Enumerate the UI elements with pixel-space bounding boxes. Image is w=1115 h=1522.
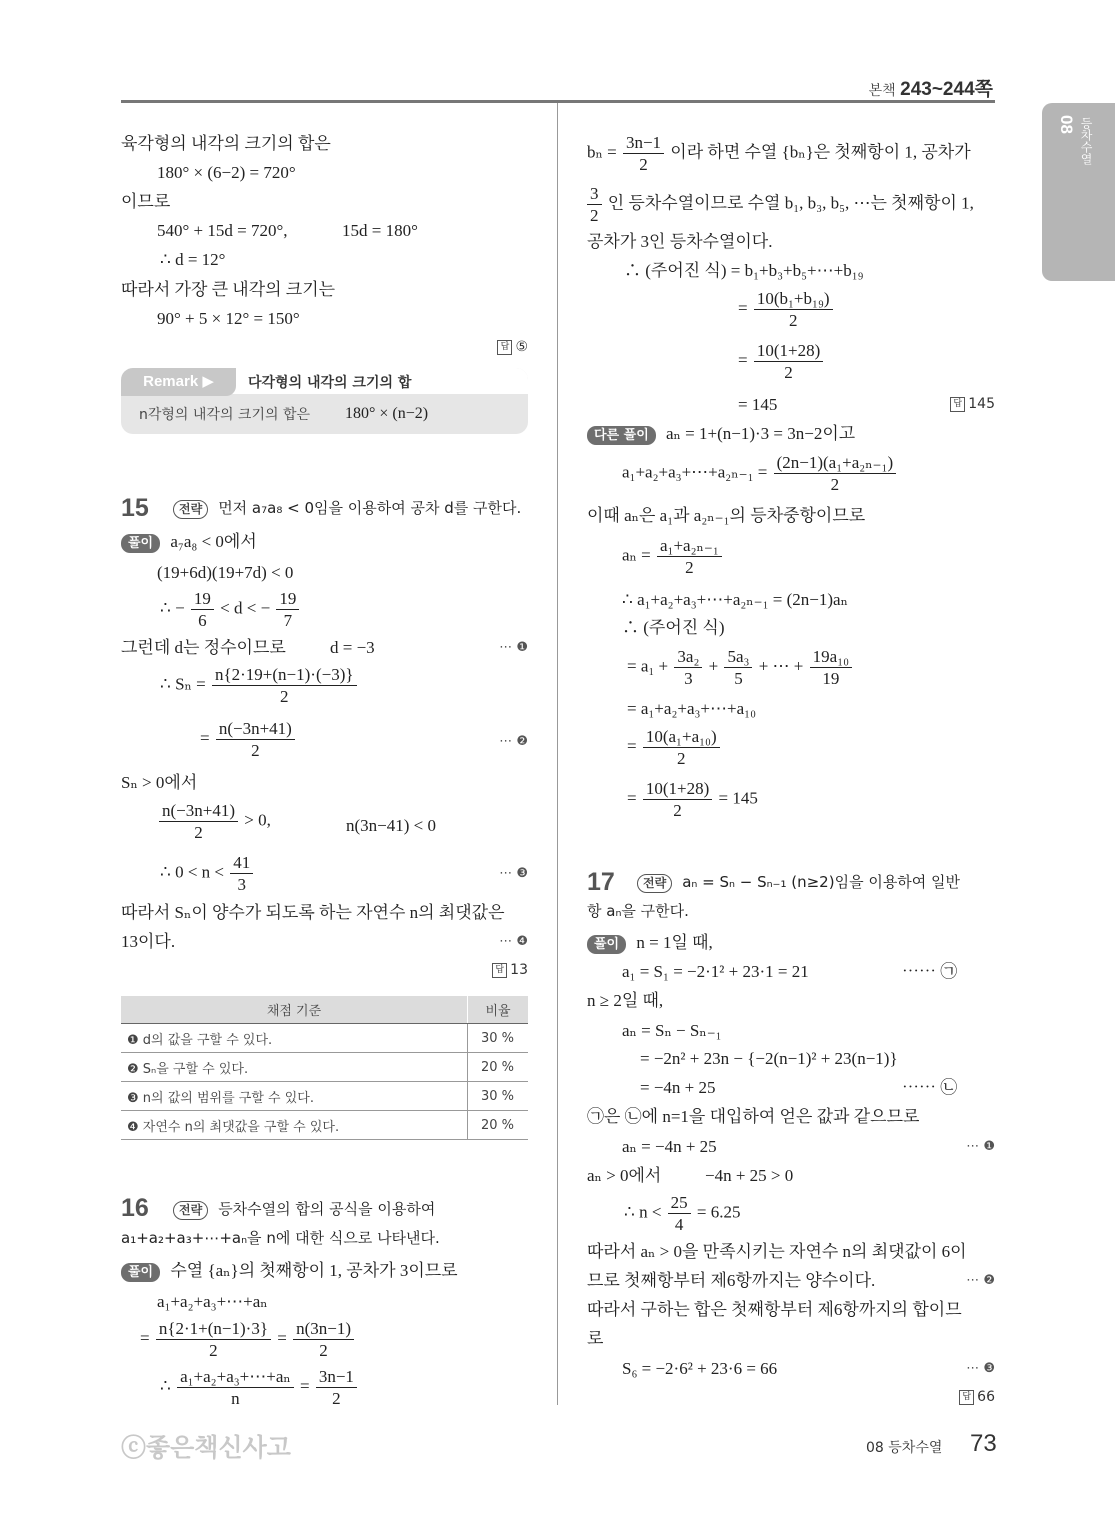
numerator: n(−3n+41): [159, 800, 238, 822]
math-line: 540° + 15d = 720°,: [157, 221, 288, 240]
math-tail: 이라 하면 수열 {bₙ}은 첫째항이 1, 공차가: [670, 142, 971, 162]
math-lead: =: [627, 736, 637, 756]
alt-solution-row: [587, 422, 855, 446]
fraction: [754, 340, 823, 383]
table-cell: 30 %: [468, 1082, 529, 1111]
math-line: [200, 718, 297, 761]
table-row: [121, 1082, 528, 1111]
numerator: 10(1+28): [643, 778, 712, 800]
math-mid: + ⋯ +: [758, 656, 804, 676]
text-line: 공차가 3인 등차수열이다.: [587, 232, 773, 251]
denominator: 2: [685, 558, 694, 577]
denominator: 2: [830, 475, 840, 494]
math-line: [160, 1366, 359, 1409]
math-line: 180° × (6−2) = 720°: [157, 163, 296, 182]
numerator: a₁+a₂ₙ₋₁: [657, 535, 722, 557]
fraction: [230, 852, 253, 895]
fraction: [657, 535, 722, 578]
step-mark-2: ⋯ ❷: [966, 1273, 995, 1288]
strategy-text: aₙ = Sₙ − Sₙ₋₁ (n≥2)임을 이용하여 일반: [682, 873, 961, 891]
fraction: [587, 183, 602, 226]
answer-15: [492, 962, 528, 978]
denominator: 2: [788, 311, 798, 330]
strategy-badge: 전략: [173, 500, 208, 519]
text-line: 따라서 구하는 합은 첫째항부터 제6항까지의 합이므: [587, 1300, 962, 1319]
numerator: 19: [191, 588, 214, 610]
math-line: aₙ = 1+(n−1)·3 = 3n−2이고: [666, 424, 856, 443]
denominator: 2: [209, 1341, 218, 1360]
numerator: n{2·19+(n−1)·(−3)}: [212, 664, 357, 686]
text-line: 그런데 d는 정수이므로: [121, 638, 286, 657]
math-line: = −4n + 25: [640, 1078, 716, 1097]
fraction: [668, 1192, 691, 1235]
text-line: 이므로: [121, 192, 171, 211]
numerator: a₁+a₂+a₃+⋯+aₙ: [177, 1366, 294, 1388]
denominator: 3: [237, 875, 246, 894]
fraction: [191, 588, 214, 631]
numerator: 10(b₁+b₁₉): [754, 288, 833, 310]
denominator: 2: [673, 801, 682, 820]
math-line: [160, 664, 359, 707]
solution-row: [587, 931, 713, 955]
table-cell: ❸ n의 값의 범위를 구할 수 있다.: [121, 1082, 468, 1111]
math-line: [624, 1192, 741, 1235]
math-line: [627, 646, 854, 689]
math-line: [627, 778, 758, 821]
math-line: [587, 132, 971, 175]
denominator: 5: [734, 669, 743, 688]
math-line: [738, 340, 825, 383]
math-line: ∴ (주어진 식) = b₁+b₃+b₅+⋯+b₁₉: [624, 261, 864, 280]
remark-formula: 180° × (n−2): [345, 405, 429, 422]
side-tab-title: 등차수열: [1079, 117, 1093, 165]
denominator: n: [231, 1389, 240, 1408]
text-line: 따라서 aₙ > 0을 만족시키는 자연수 n의 최댓값이 6이: [587, 1242, 967, 1261]
header-rule: [121, 100, 995, 103]
numerator: (2n−1)(a₁+a₂ₙ₋₁): [774, 452, 897, 474]
math-line: Sₙ > 0에서: [121, 773, 198, 792]
math-line: 수열 {aₙ}의 첫째항이 1, 공차가 3이므로: [170, 1261, 458, 1280]
fraction: [293, 1318, 354, 1361]
math-line: [160, 588, 301, 631]
denominator: 7: [283, 611, 293, 630]
math-line: = a₁+a₂+a₃+⋯+a₁₀: [627, 699, 757, 718]
numerator: 41: [230, 852, 253, 874]
math-line: [157, 800, 271, 843]
numerator: 5a₃: [724, 646, 752, 668]
math-mid: +: [708, 656, 719, 676]
strategy-row-17: [637, 871, 960, 893]
math-line: [627, 726, 722, 769]
answer-label: 답: [950, 397, 965, 412]
side-tab-number: 08: [1057, 115, 1076, 134]
denominator: 2: [194, 823, 203, 842]
math-line: [738, 288, 835, 331]
strategy-row-16: [173, 1198, 435, 1220]
denominator: 3: [684, 669, 693, 688]
math-lead: ∴ −: [160, 598, 185, 618]
math-line: 90° + 5 × 12° = 150°: [157, 309, 300, 328]
table-row: [121, 1024, 528, 1053]
answer-14: [497, 339, 528, 355]
table-cell: 20 %: [468, 1053, 529, 1082]
math-line: −4n + 25 > 0: [705, 1166, 794, 1185]
math-line: a₇a₈ < 0에서: [170, 532, 257, 551]
math-line: [622, 535, 724, 578]
footer-chapter: 08 등차수열: [866, 1440, 943, 1456]
problem-number-15: 15: [121, 494, 149, 522]
table-cell: 30 %: [468, 1024, 529, 1053]
numerator: n{2·1+(n−1)·3}: [156, 1318, 271, 1340]
numerator: 19: [276, 588, 299, 610]
denominator: 2: [319, 1341, 328, 1360]
answer-16: [950, 396, 995, 412]
fraction: [623, 132, 664, 175]
math-line: S₆ = −2·6² + 23·6 = 66: [622, 1359, 778, 1378]
denominator: 2: [639, 155, 648, 174]
math-line: [622, 452, 898, 495]
strategy-row-15: [173, 497, 521, 519]
math-lead: ∴ n <: [624, 1202, 662, 1222]
math-line: a₁ = S₁ = −2·1² + 23·1 = 21: [622, 962, 809, 981]
math-line: n ≥ 2일 때,: [587, 991, 664, 1010]
math-line: n = 1일 때,: [636, 933, 713, 952]
table-header-criteria: 채점 기준: [121, 996, 468, 1024]
publisher-logo: ⓒ좋은책신사고: [121, 1433, 291, 1462]
math-line: aₙ = −4n + 25: [622, 1137, 717, 1156]
solution-row: [121, 1259, 458, 1283]
answer-label: 답: [492, 963, 507, 978]
denominator: 2: [251, 741, 260, 760]
problem-number-17: 17: [587, 868, 615, 896]
math-tail: > 0,: [244, 810, 271, 830]
denominator: 6: [198, 611, 207, 630]
numerator: 25: [668, 1192, 691, 1214]
side-chapter-tab: [1042, 103, 1115, 281]
denominator: 4: [674, 1215, 684, 1234]
denominator: 2: [676, 749, 686, 768]
step-mark-4: ⋯ ❹: [499, 934, 528, 949]
math-tail: = 6.25: [696, 1202, 741, 1222]
math-tail: = 145: [718, 788, 758, 808]
fraction: [643, 778, 712, 821]
fraction: [316, 1366, 357, 1409]
answer-value: 145: [968, 396, 995, 412]
page-number: 73: [970, 1430, 997, 1457]
math-lead: =: [627, 788, 637, 808]
tag-label: ⋯⋯ ㉡: [902, 1078, 958, 1097]
math-line: = 145: [738, 395, 778, 414]
denominator: 2: [784, 363, 793, 382]
math-lead: =: [738, 350, 748, 370]
table-header-row: [121, 996, 528, 1024]
numerator: 3: [587, 183, 602, 205]
fraction: [754, 288, 833, 331]
math-tail: 인 등차수열이므로 수열 b₁, b₃, b₅, ⋯는 첫째항이 1,: [607, 193, 974, 213]
math-mid: =: [277, 1328, 287, 1348]
table-row: [121, 1053, 528, 1082]
problem-number-16: 16: [121, 1194, 149, 1222]
text-line: ㉠은 ㉡에 n=1을 대입하여 얻은 값과 같으므로: [587, 1107, 920, 1126]
step-mark-2: ⋯ ❷: [499, 734, 528, 749]
math-mid: =: [300, 1376, 310, 1396]
math-line: a₁+a₂+a₃+⋯+aₙ: [157, 1292, 268, 1311]
math-line: [160, 852, 255, 895]
text-line: 이때 aₙ은 a₁과 a₂ₙ₋₁의 등차중항이므로: [587, 506, 866, 525]
answer-17: [959, 1389, 995, 1405]
fraction: [216, 718, 295, 761]
scoring-table: [121, 996, 528, 1140]
header-ref-label: 본책: [868, 83, 896, 99]
step-mark-1: ⋯ ❶: [499, 640, 528, 655]
solution-badge: 풀이: [121, 534, 160, 553]
text-line: 로: [587, 1329, 604, 1348]
math-lead: =: [738, 298, 748, 318]
fraction: [674, 646, 702, 689]
math-lead: =: [140, 1328, 150, 1348]
math-line: [140, 1318, 356, 1361]
math-line: aₙ = Sₙ − Sₙ₋₁: [622, 1021, 722, 1040]
fraction: [276, 588, 299, 631]
fraction: [159, 800, 238, 843]
math-lead: =: [200, 728, 210, 748]
solution-badge: 풀이: [587, 935, 626, 954]
text-line: 따라서 가장 큰 내각의 크기는: [121, 280, 336, 299]
answer-label: 답: [497, 340, 512, 355]
text-line: 따라서 Sₙ이 양수가 되도록 하는 자연수 n의 최댓값은: [121, 903, 505, 922]
solution-badge: 풀이: [121, 1263, 160, 1282]
math-lead: ∴ Sₙ =: [160, 674, 206, 694]
table-row: [121, 1111, 528, 1140]
table-cell: ❹ 자연수 n의 최댓값을 구할 수 있다.: [121, 1111, 468, 1140]
fraction: [212, 664, 357, 707]
denominator: 19: [822, 669, 840, 688]
alt-solution-badge: 다른 풀이: [587, 426, 656, 445]
strategy-text: 항 aₙ을 구한다.: [587, 902, 689, 920]
header-ref-pages: 243~244쪽: [900, 79, 993, 100]
denominator: 2: [332, 1389, 341, 1408]
tag-label: ⋯⋯ ㉠: [902, 962, 958, 981]
remark-title: 다각형의 내각의 크기의 합: [248, 375, 412, 391]
strategy-badge: 전략: [173, 1201, 208, 1220]
denominator: 2: [280, 687, 289, 706]
fraction: [724, 646, 752, 689]
strategy-badge: 전략: [637, 874, 672, 893]
math-lead: ∴: [160, 1376, 171, 1396]
math-line: n(3n−41) < 0: [346, 816, 436, 835]
strategy-text: 먼저 a₇a₈ < 0임을 이용하여 공차 d를 구한다.: [218, 499, 522, 517]
text-line: 13이다.: [121, 932, 176, 951]
step-mark-1: ⋯ ❶: [966, 1139, 995, 1154]
fraction: [810, 646, 852, 689]
table-header-ratio: 비율: [468, 996, 529, 1024]
numerator: 3n−1: [316, 1366, 357, 1388]
math-line: 15d = 180°: [342, 221, 418, 240]
table-cell: ❶ d의 값을 구할 수 있다.: [121, 1024, 468, 1053]
denominator: 2: [590, 206, 599, 225]
table-cell: ❷ Sₙ을 구할 수 있다.: [121, 1053, 468, 1082]
solution-row: [121, 530, 257, 554]
math-line: ∴ (주어진 식): [622, 618, 725, 637]
fraction: [156, 1318, 271, 1361]
strategy-text: a₁+a₂+a₃+⋯+aₙ을 n에 대한 식으로 나타낸다.: [121, 1229, 440, 1247]
fraction: [774, 452, 897, 495]
numerator: 3n−1: [623, 132, 664, 154]
math-line: ∴ d = 12°: [160, 250, 226, 269]
math-lead: aₙ =: [622, 545, 651, 565]
answer-label: 답: [959, 1390, 974, 1405]
page-header: [869, 74, 993, 101]
math-mid: < d < −: [220, 598, 271, 618]
remark-box: [121, 368, 528, 434]
math-lead: ∴ 0 < n <: [160, 862, 224, 882]
numerator: 10(1+28): [754, 340, 823, 362]
numerator: 19a₁₀: [810, 646, 852, 668]
table-cell: 20 %: [468, 1111, 529, 1140]
remark-text: n각형의 내각의 크기의 합은: [139, 407, 310, 423]
math-line: ∴ a₁+a₂+a₃+⋯+a₂ₙ₋₁ = (2n−1)aₙ: [622, 590, 848, 609]
fraction: [177, 1366, 294, 1409]
numerator: n(3n−1): [293, 1318, 354, 1340]
math-line: d = −3: [330, 638, 375, 657]
fraction: [643, 726, 720, 769]
text-line: 므로 첫째항부터 제6항까지는 양수이다.: [587, 1271, 876, 1290]
numerator: 10(a₁+a₁₀): [643, 726, 720, 748]
math-lead: a₁+a₂+a₃+⋯+a₂ₙ₋₁ =: [622, 462, 768, 482]
step-mark-3: ⋯ ❸: [499, 866, 528, 881]
answer-value: 13: [510, 962, 528, 978]
answer-value: 66: [977, 1389, 995, 1405]
math-line: = −2n² + 23n − {−2(n−1)² + 23(n−1)}: [640, 1049, 898, 1068]
math-line: aₙ > 0에서: [587, 1166, 662, 1185]
math-line: [585, 183, 974, 226]
step-mark-3: ⋯ ❸: [966, 1361, 995, 1376]
text-line: 육각형의 내각의 크기의 합은: [121, 134, 331, 153]
numerator: 3a₂: [674, 646, 702, 668]
numerator: n(−3n+41): [216, 718, 295, 740]
remark-label: Remark ▶: [121, 368, 236, 396]
strategy-text: 등차수열의 합의 공식을 이용하여: [218, 1200, 436, 1218]
math-lead: bₙ =: [587, 142, 617, 162]
math-line: (19+6d)(19+7d) < 0: [157, 563, 294, 582]
answer-value: ⑤: [515, 339, 528, 355]
column-divider: [557, 103, 558, 1405]
math-lead: = a₁ +: [627, 656, 669, 676]
